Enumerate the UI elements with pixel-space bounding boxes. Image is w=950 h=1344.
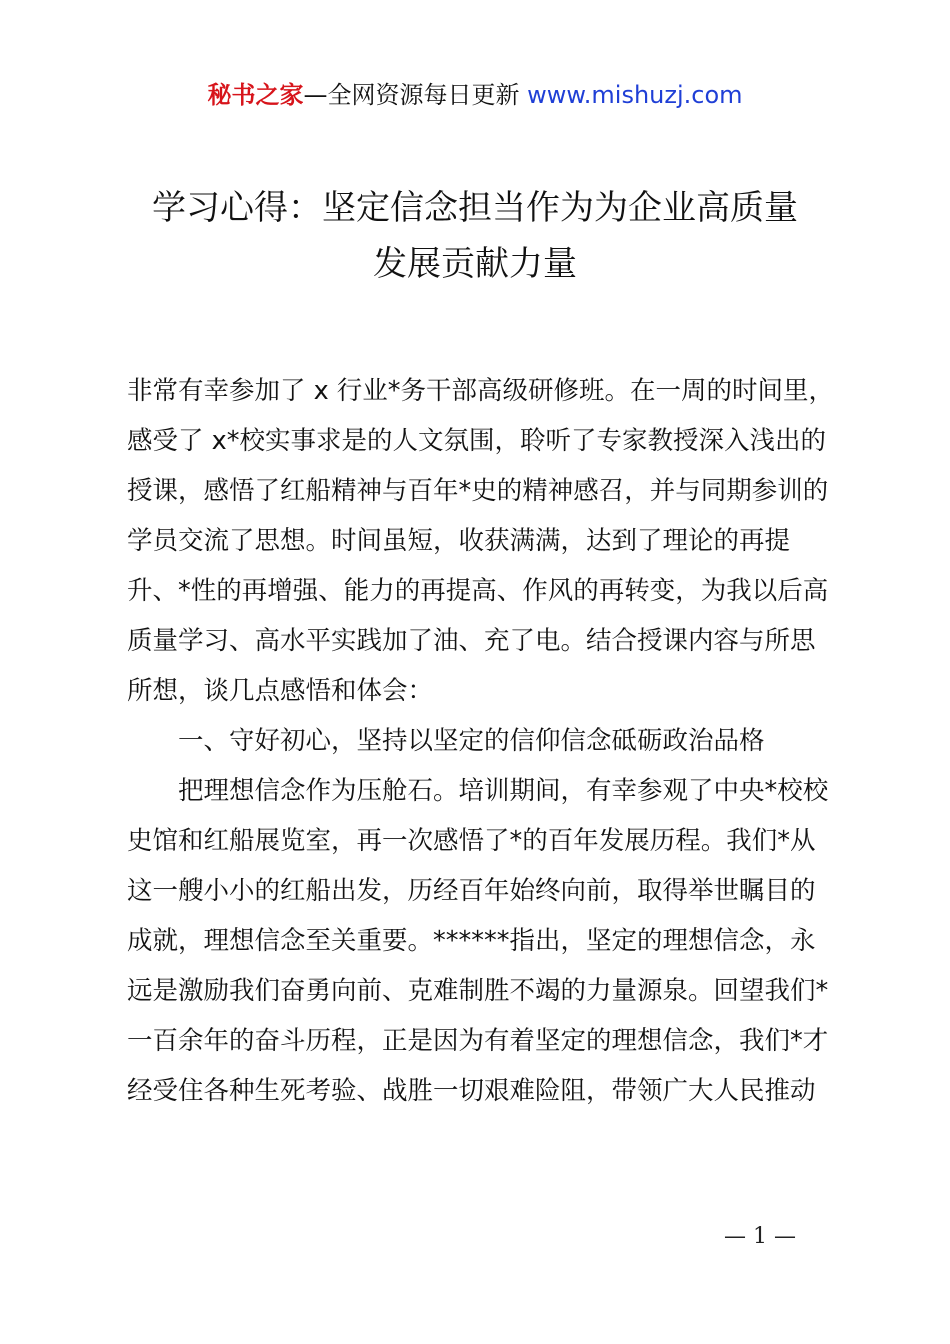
title-line-1: 学习心得：坚定信念担当作为为企业高质量 [152,188,798,228]
site-url[interactable]: www.mishuzj.com [527,81,743,109]
header-slogan: —全网资源每日更新 [303,81,520,109]
title-line-2: 发展贡献力量 [373,244,577,284]
document-body [127,366,837,1116]
site-header [0,78,950,112]
brand-name: 秘书之家 [207,81,304,109]
document-title [0,180,950,292]
page-number: — 1 — [724,1224,796,1249]
section-heading: 一、守好初心，坚持以坚定的信仰信念砥砺政治品格 [178,726,765,756]
section-paragraph: 把理想信念作为压舱石。培训期间，有幸参观了中央*校校史馆和红船展览室，再一次感悟了*的百年发展历程。我们*从这一艘小小的红船出发，历经百年始终向前，取得举世瞩目的成就，理想信念至关重要。******指出，坚定的理想信念，永远是激励我们奋勇向前、克难制胜不竭的力量源泉。回望我们*一百余年的奋斗历程，正是因为有着坚定的理想信念，我们*才经受住各种生死考验、战胜一切艰难险阻，带领广大人民推动 [127,776,829,1106]
intro-paragraph: 非常有幸参加了 x 行业*务干部高级研修班。在一周的时间里，感受了 x*校实事求是的人文氛围，聆听了专家教授深入浅出的授课，感悟了红船精神与百年*史的精神感召，并与同期参训的学员交流了思想。时间虽短，收获满满，达到了理论的再提升、*性的再增强、能力的再提高、作风的再转变，为我以后高质量学习、高水平实践加了油、充了电。结合授课内容与所思所想，谈几点感悟和体会： [127,376,835,706]
